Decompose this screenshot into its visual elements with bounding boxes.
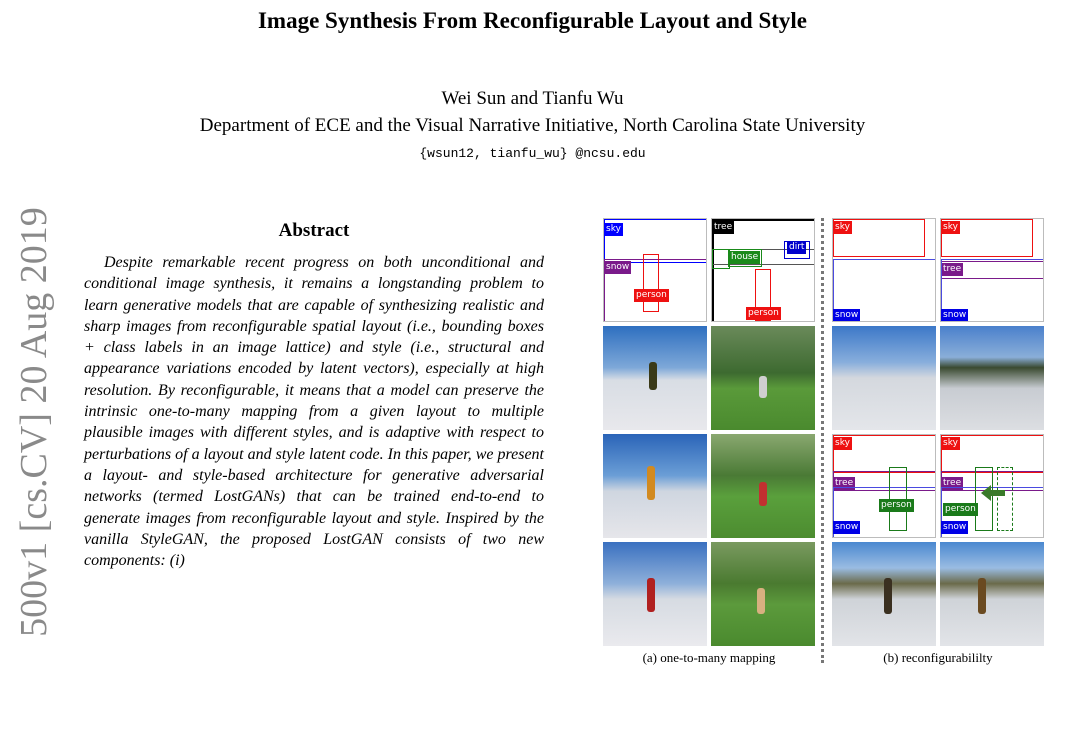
- paper-authors: Wei Sun and Tianfu Wu: [441, 88, 624, 109]
- label-sky: sky: [606, 224, 621, 234]
- arxiv-stamp: 500v1 [cs.CV] 20 Aug 2019: [13, 207, 55, 637]
- label-sky: sky: [835, 222, 850, 232]
- generated-image-snow-1: [832, 326, 936, 430]
- layout-b3: [832, 434, 936, 538]
- label-snow: snow: [606, 262, 630, 272]
- label-snow: snow: [835, 522, 859, 532]
- skier-figure: [978, 578, 986, 614]
- caption-b: (b) reconfigurabililty: [883, 650, 993, 665]
- figure-part-b: [603, 218, 1043, 668]
- label-person: person: [881, 500, 912, 510]
- abstract-body: Despite remarkable recent progress on both unconditional and conditional image synthesis, it remains a longstanding problem to learn generative models that are capable of synthesizing realistic and sharp images from reconfigurable spatial layout (i.e., bounding boxes + class labels in an image lattice) and style (i.e., structural and appearance variations encoded by latent vectors), especially at high resolution. By reconfigurable, it means that a model can preserve the intrinsic one-to-many mapping from a given layout to multiple plausible images with different styles, and is adaptive with respect to perturbations of a layout and style latent code. In this paper, we present a layout- and style-based architecture for generative adversarial networks (termed LostGANs) that can be trained end-to-end to generate images from reconfigurable layout and style. Inspired by the vanilla StyleGAN, the proposed LostGAN consists of two new components: (i): [84, 254, 544, 570]
- label-snow: snow: [943, 522, 967, 532]
- label-person: person: [636, 290, 667, 300]
- layout-b1: [832, 218, 936, 322]
- label-person: person: [945, 504, 976, 514]
- label-sky: sky: [835, 438, 850, 448]
- paper-email: {wsun12, tianfu_wu} @ncsu.edu: [419, 146, 646, 161]
- arrow-left-icon: [981, 485, 1007, 501]
- label-tree: tree: [943, 478, 962, 488]
- label-dirt: dirt: [789, 242, 805, 252]
- teaser-figure: [603, 218, 1043, 668]
- label-tree: tree: [714, 222, 733, 232]
- abstract-heading: Abstract: [278, 220, 350, 241]
- layout-b4: [940, 434, 1044, 538]
- label-tree: tree: [943, 264, 962, 274]
- paper-title: Image Synthesis From Reconfigurable Layout and Style: [257, 8, 808, 33]
- layout-b2: [940, 218, 1044, 322]
- label-snow: snow: [943, 310, 967, 320]
- caption-a: (a) one-to-many mapping: [642, 650, 776, 665]
- label-sky: sky: [943, 222, 958, 232]
- label-house: house: [731, 252, 759, 262]
- label-snow: snow: [835, 310, 859, 320]
- generated-image-snow-trees: [940, 326, 1044, 430]
- skier-figure: [884, 578, 892, 614]
- generated-image-reconfig-1: [832, 542, 936, 646]
- label-person: person: [748, 308, 779, 318]
- label-sky: sky: [943, 438, 958, 448]
- label-tree: tree: [835, 478, 854, 488]
- paper-affiliation: Department of ECE and the Visual Narrative Initiative, North Carolina State University: [199, 115, 866, 136]
- generated-image-reconfig-2: [940, 542, 1044, 646]
